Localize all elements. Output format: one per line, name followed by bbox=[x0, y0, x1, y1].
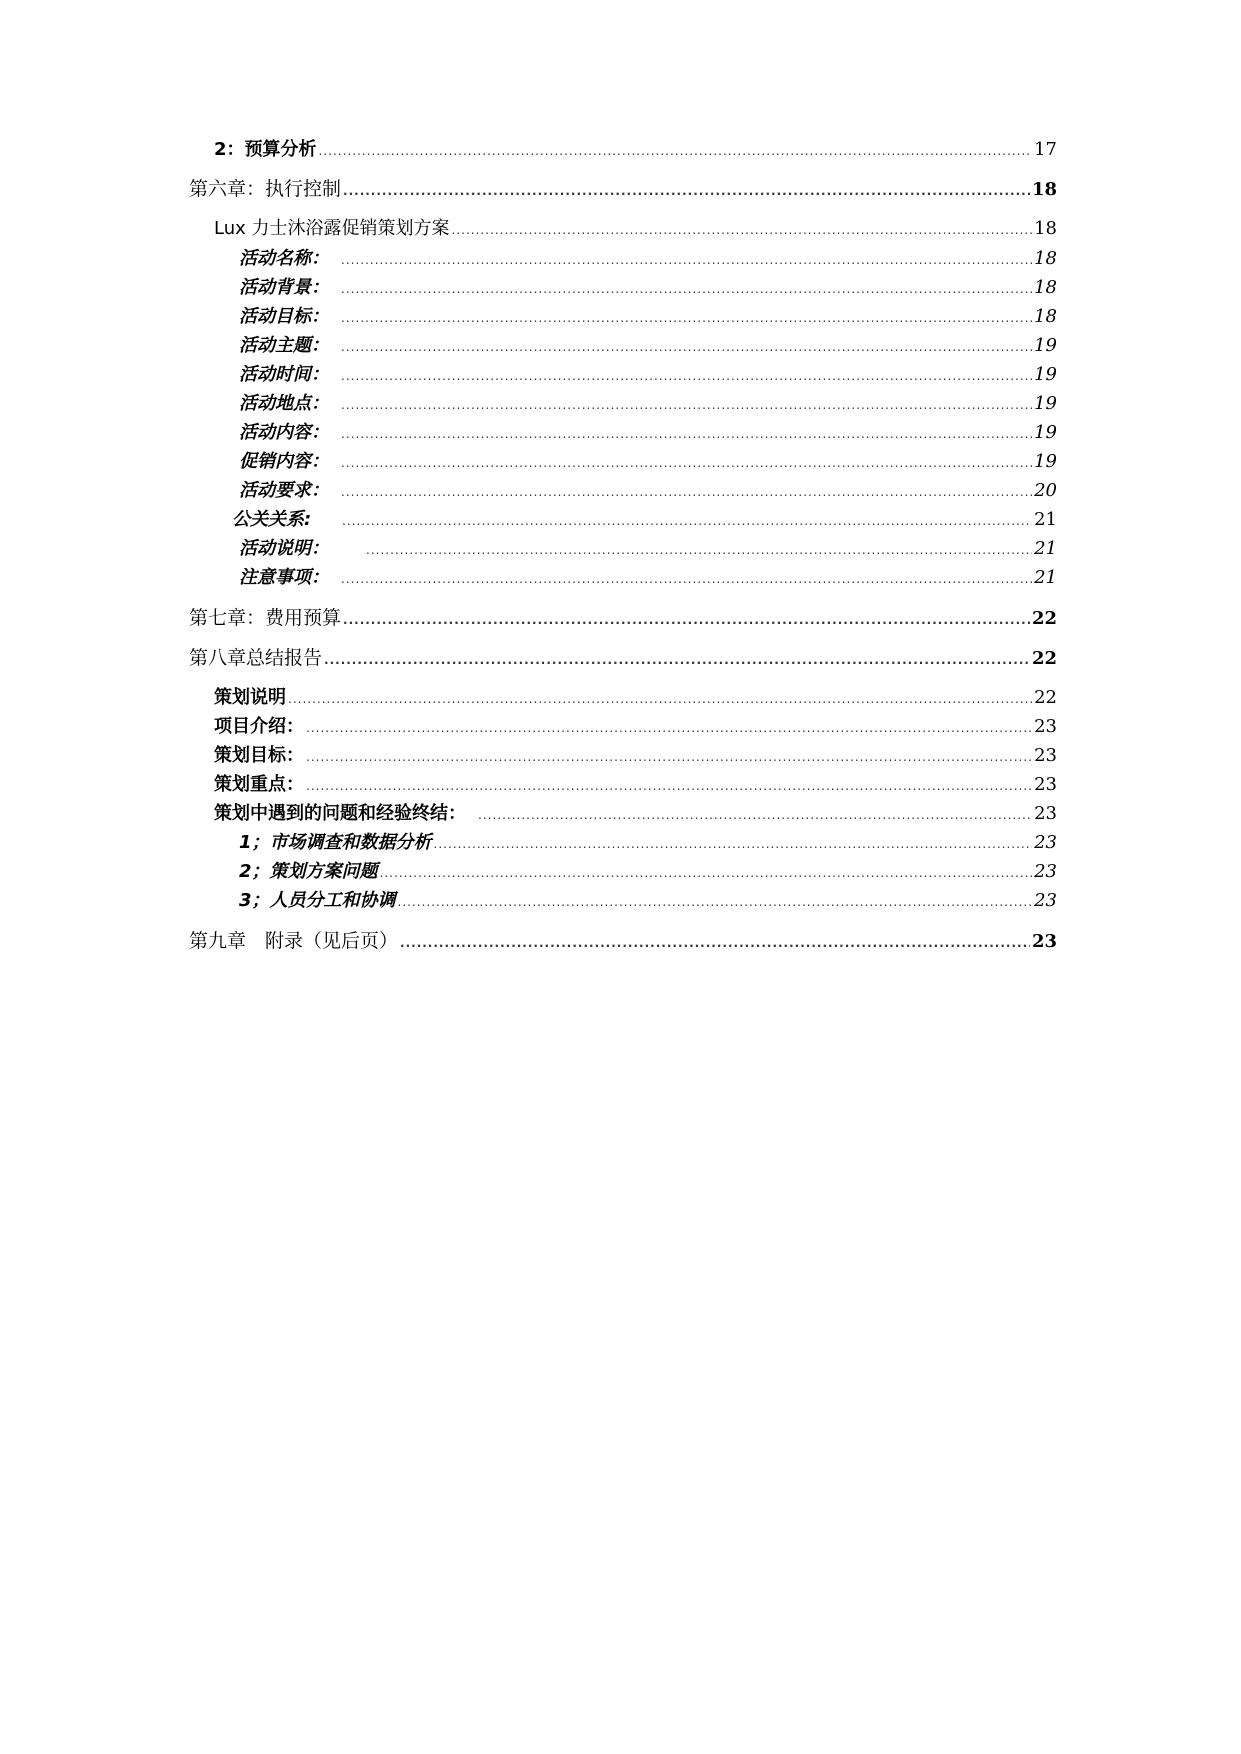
toc-page-number: 22 bbox=[1031, 608, 1057, 629]
toc-entry-label: 公关关系: bbox=[232, 509, 312, 530]
toc-page-number: 22 bbox=[1034, 687, 1057, 708]
toc-entry-label: 策划目标： bbox=[214, 745, 304, 766]
toc-dot-leader bbox=[400, 932, 1030, 951]
toc-entry-plan-description[interactable] bbox=[214, 689, 1057, 707]
toc-page-number: 23 bbox=[1034, 861, 1057, 882]
toc-page-number: 18 bbox=[1034, 218, 1057, 239]
toc-dot-leader bbox=[288, 689, 1032, 707]
toc-entry-label: 活动主题： bbox=[239, 335, 329, 356]
toc-page-number: 19 bbox=[1034, 335, 1057, 356]
toc-page-number: 23 bbox=[1031, 931, 1057, 952]
toc-dot-leader bbox=[398, 892, 1033, 910]
toc-entry-label: 第六章：执行控制 bbox=[189, 178, 342, 200]
toc-entry-activity-goal[interactable] bbox=[239, 308, 1057, 326]
toc-dot-leader bbox=[366, 540, 1032, 558]
toc-entry-label: 活动说明： bbox=[239, 538, 329, 559]
toc-entry-label: 1；市场调查和数据分析 bbox=[239, 832, 432, 853]
toc-entry-lux-plan[interactable] bbox=[214, 220, 1057, 238]
toc-entry-market-research[interactable] bbox=[239, 834, 1057, 852]
toc-entry-label: 3；人员分工和协调 bbox=[239, 890, 396, 911]
toc-dot-leader bbox=[341, 453, 1032, 471]
toc-page-number: 19 bbox=[1034, 393, 1057, 414]
toc-page-number: 20 bbox=[1034, 480, 1057, 501]
toc-entry-activity-background[interactable] bbox=[239, 279, 1057, 297]
toc-entry-label: Lux 力士沐浴露促销策划方案 bbox=[214, 218, 450, 239]
toc-entry-promotion-content[interactable] bbox=[239, 453, 1057, 471]
toc-entry-label: 注意事项： bbox=[239, 567, 329, 588]
toc-entry-plan-issues[interactable] bbox=[239, 863, 1057, 881]
toc-entry-activity-notes[interactable] bbox=[239, 540, 1057, 558]
toc-dot-leader bbox=[306, 747, 1032, 765]
toc-page-number: 23 bbox=[1034, 890, 1057, 911]
toc-entry-project-intro[interactable] bbox=[214, 718, 1057, 736]
toc-entry-label: 项目介绍： bbox=[214, 716, 304, 737]
toc-page-number: 19 bbox=[1034, 422, 1057, 443]
toc-entry-plan-focus[interactable] bbox=[214, 776, 1057, 794]
toc-dot-leader bbox=[434, 834, 1033, 852]
toc-dot-leader bbox=[306, 776, 1032, 794]
toc-dot-leader bbox=[341, 337, 1032, 355]
toc-entry-label: 活动目标： bbox=[239, 306, 329, 327]
toc-page-number: 17 bbox=[1034, 139, 1057, 160]
toc-entry-label: 活动背景： bbox=[239, 277, 329, 298]
toc-page-number: 19 bbox=[1034, 364, 1057, 385]
toc-dot-leader bbox=[342, 511, 1032, 529]
toc-page-number: 23 bbox=[1034, 745, 1057, 766]
toc-entry-activity-requirements[interactable] bbox=[239, 482, 1057, 500]
toc-entry-activity-time[interactable] bbox=[239, 366, 1057, 384]
toc-entry-chapter-9[interactable] bbox=[189, 932, 1057, 951]
toc-dot-leader bbox=[452, 220, 1033, 238]
toc-dot-leader bbox=[478, 805, 1032, 823]
toc-entry-label: 活动要求： bbox=[239, 480, 329, 501]
toc-dot-leader bbox=[341, 395, 1032, 413]
toc-entry-label: 活动名称： bbox=[239, 248, 329, 269]
toc-entry-label: 促销内容： bbox=[239, 451, 329, 472]
toc-entry-chapter-6[interactable] bbox=[189, 180, 1057, 199]
toc-page-number: 23 bbox=[1034, 774, 1057, 795]
toc-dot-leader bbox=[341, 569, 1032, 587]
toc-dot-leader bbox=[380, 863, 1033, 881]
toc-entry-activity-name[interactable] bbox=[239, 250, 1057, 268]
toc-page-number: 23 bbox=[1034, 832, 1057, 853]
toc-entry-label: 第七章：费用预算 bbox=[189, 607, 342, 629]
toc-entry-label: 活动时间： bbox=[239, 364, 329, 385]
toc-page-number: 18 bbox=[1034, 248, 1057, 269]
toc-page-number: 21 bbox=[1034, 509, 1057, 530]
toc-entry-chapter-7[interactable] bbox=[189, 609, 1057, 628]
toc-dot-leader bbox=[319, 141, 1033, 159]
toc-entry-activity-theme[interactable] bbox=[239, 337, 1057, 355]
toc-entry-problems-experience[interactable] bbox=[214, 805, 1057, 823]
toc-page-number: 18 bbox=[1034, 306, 1057, 327]
toc-entry-precautions[interactable] bbox=[239, 569, 1057, 587]
toc-entry-label: 策划说明 bbox=[214, 687, 286, 708]
toc-entry-label: 活动地点： bbox=[239, 393, 329, 414]
toc-dot-leader bbox=[341, 308, 1032, 326]
toc-page-number: 21 bbox=[1034, 567, 1057, 588]
toc-page-number: 23 bbox=[1034, 716, 1057, 737]
toc-entry-label: 策划重点： bbox=[214, 774, 304, 795]
toc-entry-chapter-8[interactable] bbox=[189, 649, 1057, 668]
toc-dot-leader bbox=[341, 424, 1032, 442]
toc-dot-leader bbox=[343, 609, 1030, 628]
toc-dot-leader bbox=[341, 279, 1032, 297]
toc-dot-leader bbox=[306, 718, 1032, 736]
toc-dot-leader bbox=[341, 482, 1032, 500]
toc-page-number: 18 bbox=[1034, 277, 1057, 298]
toc-entry-plan-goal[interactable] bbox=[214, 747, 1057, 765]
toc-page-number: 18 bbox=[1031, 179, 1057, 200]
toc-entry-label: 活动内容： bbox=[239, 422, 329, 443]
toc-entry-label: 2；策划方案问题 bbox=[239, 861, 378, 882]
toc-page-number: 23 bbox=[1034, 803, 1057, 824]
toc-page-number: 21 bbox=[1034, 538, 1057, 559]
toc-dot-leader bbox=[341, 250, 1032, 268]
toc-entry-activity-content[interactable] bbox=[239, 424, 1057, 442]
toc-page-number: 19 bbox=[1034, 451, 1057, 472]
toc-entry-activity-location[interactable] bbox=[239, 395, 1057, 413]
toc-entry-staff-coordination[interactable] bbox=[239, 892, 1057, 910]
toc-entry-label: 第九章 附录（见后页） bbox=[189, 930, 399, 952]
toc-dot-leader bbox=[341, 366, 1032, 384]
toc-dot-leader bbox=[324, 649, 1030, 668]
toc-entry-budget-analysis[interactable] bbox=[214, 141, 1057, 159]
toc-entry-label: 第八章总结报告 bbox=[189, 647, 323, 669]
toc-entry-label: 策划中遇到的问题和经验终结： bbox=[214, 803, 466, 824]
toc-entry-public-relations[interactable] bbox=[232, 511, 1057, 529]
toc-page-number: 22 bbox=[1031, 648, 1057, 669]
toc-entry-label: 2：预算分析 bbox=[214, 139, 317, 160]
toc-dot-leader bbox=[343, 180, 1030, 199]
